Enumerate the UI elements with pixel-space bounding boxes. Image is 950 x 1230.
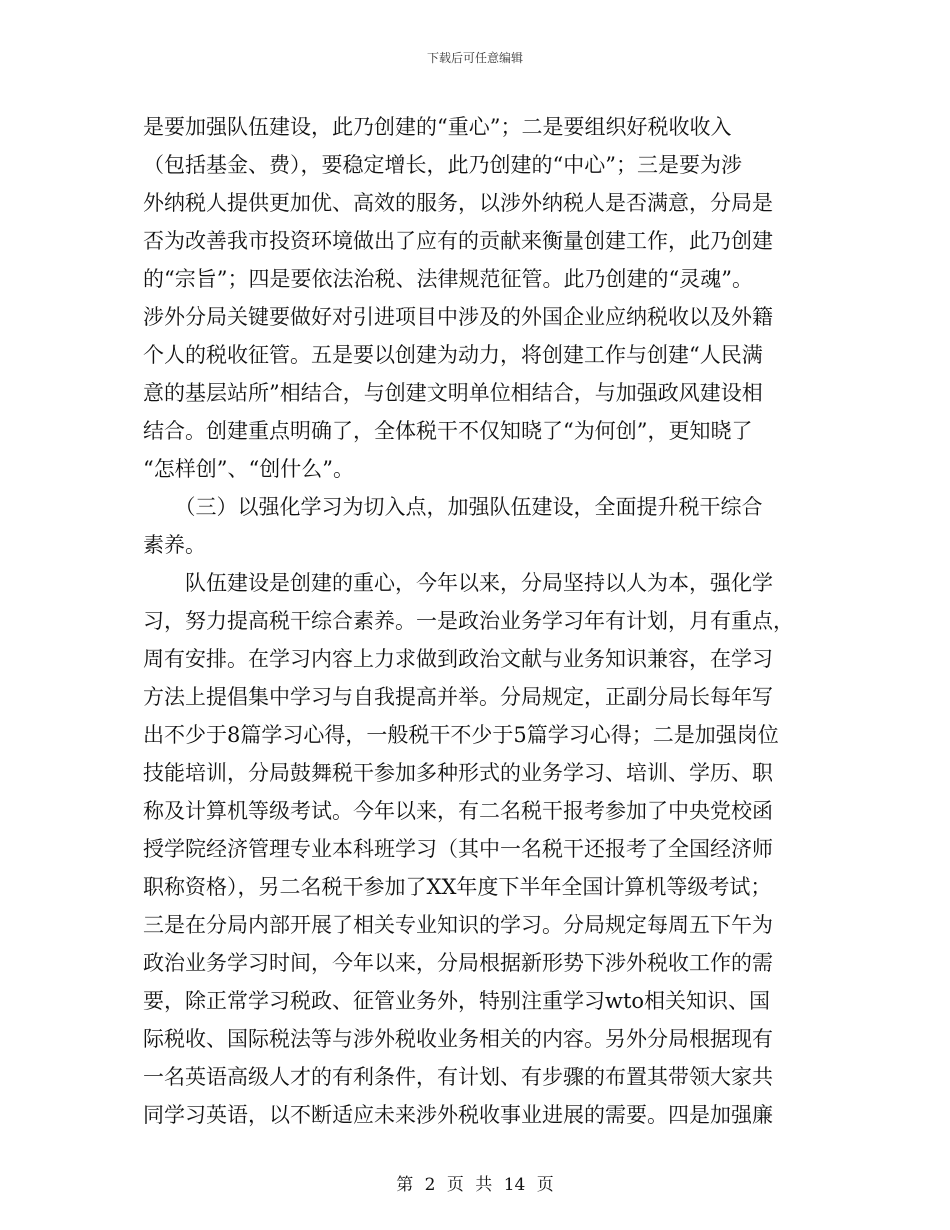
text-line: 出不少于8篇学习心得，一般税干不少于5篇学习心得；二是加强岗位 [143,723,779,747]
text-line: 同学习英语，以不断适应未来涉外税收事业进展的需要。四是加强廉 [143,1103,773,1127]
text-line: 涉外分局关键要做好对引进项目中涉及的外国企业应纳税收以及外籍 [143,305,773,329]
text-line: 是要加强队伍建设，此乃创建的“重心”；二是要组织好税收收入 [143,115,732,139]
text-line: 职称资格），另二名税干参加了XX年度下半年全国计算机等级考试； [143,875,772,899]
text-line: 否为改善我市投资环境做出了应有的贡献来衡量创建工作，此乃创建 [143,229,773,253]
text-line: 的“宗旨”；四是要依法治税、法律规范征管。此乃创建的“灵魂”。 [143,267,753,291]
text-line: 素养。 [143,533,206,557]
text-line: 外纳税人提供更加优、高效的服务，以涉外纳税人是否满意，分局是 [143,191,773,215]
text-line: 结合。创建重点明确了，全体税干不仅知晓了“为何创”，更知晓了 [143,419,753,443]
page-header: 下载后可任意编辑 [426,51,523,65]
text-line: 周有安排。在学习内容上力求做到政治文献与业务知识兼容，在学习 [143,647,773,671]
text-line: （包括基金、费），要稳定增长，此乃创建的“中心”；三是要为涉 [143,153,742,177]
text-line: 三是在分局内部开展了相关专业知识的学习。分局规定每周五下午为 [143,913,773,937]
text-line: 个人的税收征管。五是要以创建为动力，将创建工作与创建“人民满 [143,343,763,367]
text-line: 意的基层站所”相结合，与创建文明单位相结合，与加强政风建设相 [143,381,763,405]
text-line: “怎样创”、“创什么”。 [143,457,354,481]
text-line: （三）以强化学习为切入点，加强队伍建设，全面提升税干综合 [143,495,763,519]
body-text [143,108,815,1134]
text-line: 队伍建设是创建的重心，今年以来，分局坚持以人为本，强化学 [143,571,773,595]
text-line: 一名英语高级人才的有利条件，有计划、有步骤的布置其带领大家共 [143,1065,773,1089]
text-line: 要，除正常学习税政、征管业务外，特别注重学习wto相关知识、国 [143,989,771,1013]
page-footer: 第 2 页 共 14 页 [396,1175,554,1195]
text-line: 称及计算机等级考试。今年以来，有二名税干报考参加了中央党校函 [143,799,773,823]
text-line: 方法上提倡集中学习与自我提高并举。分局规定，正副分局长每年写 [143,685,773,709]
text-line: 授学院经济管理专业本科班学习（其中一名税干还报考了全国经济师 [143,837,773,861]
text-line: 际税收、国际税法等与涉外税收业务相关的内容。另外分局根据现有 [143,1027,773,1051]
text-line: 习，努力提高税干综合素养。一是政治业务学习年有计划，月有重点， [143,609,794,633]
text-line: 技能培训，分局鼓舞税干参加多种形式的业务学习、培训、学历、职 [143,761,773,785]
text-line: 政治业务学习时间，今年以来，分局根据新形势下涉外税收工作的需 [143,951,773,975]
